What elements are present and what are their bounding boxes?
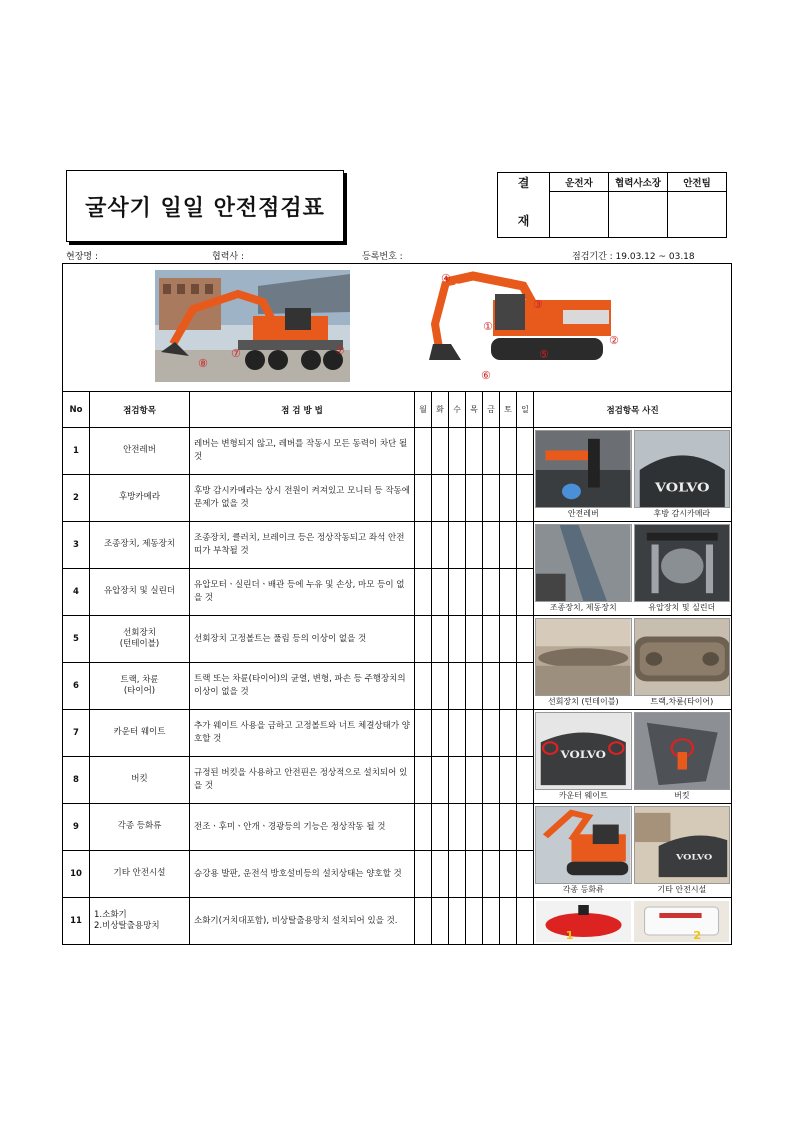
header-mon: 월	[415, 392, 432, 428]
check-sun[interactable]	[517, 757, 534, 804]
row-no: 8	[63, 757, 90, 804]
check-wed[interactable]	[449, 804, 466, 851]
row-no: 11	[63, 898, 90, 945]
marker-3: ③	[533, 298, 543, 311]
check-sat[interactable]	[500, 851, 517, 898]
marker-8: ⑧	[198, 357, 208, 370]
check-sat[interactable]	[500, 757, 517, 804]
registration-label: 등록번호 :	[362, 252, 403, 262]
table-row	[63, 616, 732, 663]
photo-caption: 카운터 웨이트	[558, 790, 608, 800]
check-fri[interactable]	[483, 663, 500, 710]
row-method: 전조ㆍ후미ㆍ안개ㆍ경광등의 기능은 정상작동 될 것	[190, 804, 415, 851]
check-fri[interactable]	[483, 804, 500, 851]
table-row	[63, 710, 732, 757]
marker-4: ④	[441, 272, 451, 285]
check-mon[interactable]	[415, 710, 432, 757]
check-sun[interactable]	[517, 804, 534, 851]
marker-7a: ⑦	[231, 347, 241, 360]
table-row	[63, 428, 732, 475]
header-wed: 수	[449, 392, 466, 428]
header-sun: 일	[517, 392, 534, 428]
check-tue[interactable]	[432, 851, 449, 898]
check-mon[interactable]	[415, 569, 432, 616]
check-fri[interactable]	[483, 428, 500, 475]
row-method: 레버는 변형되지 않고, 레버를 작동시 모든 동력이 차단 될 것	[190, 428, 415, 475]
row-item: 선회장치 (턴테이블)	[90, 616, 190, 663]
hydraulic-photo	[634, 524, 731, 602]
header-sat: 토	[500, 392, 517, 428]
lights-photo	[535, 806, 632, 884]
table-row	[63, 804, 732, 851]
role-manager: 협력사소장	[609, 173, 668, 192]
check-mon[interactable]	[415, 804, 432, 851]
check-tue[interactable]	[432, 898, 449, 945]
row-method: 트랙 또는 차륜(타이어)의 균열, 변형, 파손 등 주행장치의 이상이 없을 것	[190, 663, 415, 710]
check-fri[interactable]	[483, 569, 500, 616]
rear-camera-photo	[634, 430, 731, 508]
check-wed[interactable]	[449, 710, 466, 757]
row-no: 5	[63, 616, 90, 663]
row-item: 각종 등화류	[90, 804, 190, 851]
check-wed[interactable]	[449, 757, 466, 804]
photo-caption: 기타 안전시설	[657, 884, 707, 894]
photo-cell-4	[534, 710, 732, 804]
photo-caption: 버킷	[674, 790, 690, 800]
crawler-excavator-photo	[429, 272, 619, 382]
check-sat[interactable]	[500, 710, 517, 757]
check-fri[interactable]	[483, 616, 500, 663]
check-fri[interactable]	[483, 522, 500, 569]
header-no: No	[63, 392, 90, 428]
safety-lever-photo	[535, 430, 632, 508]
photo-caption: 조종장치, 제동장치	[549, 602, 617, 612]
row-no: 9	[63, 804, 90, 851]
row-item: 버킷	[90, 757, 190, 804]
marker-2: ②	[609, 334, 619, 347]
check-sun[interactable]	[517, 475, 534, 522]
header-fri: 금	[483, 392, 500, 428]
approval-label-bottom: 재	[498, 192, 550, 238]
check-sat[interactable]	[500, 475, 517, 522]
photo-caption: 트랙,차륜(타이어)	[650, 696, 714, 706]
row-method: 후방 감시카메라는 상시 전원이 켜져있고 모니터 등 작동에 문제가 없을 것	[190, 475, 415, 522]
period-label: 점검기간 : 19.03.12 ~ 03.18	[572, 252, 695, 262]
row-no: 1	[63, 428, 90, 475]
check-thu[interactable]	[466, 804, 483, 851]
photo-caption: 유압장치 및 실린더	[648, 602, 716, 612]
check-mon[interactable]	[415, 898, 432, 945]
check-wed[interactable]	[449, 663, 466, 710]
check-tue[interactable]	[432, 616, 449, 663]
row-method: 선회장치 고정볼트는 풀림 등의 이상이 없을 것	[190, 616, 415, 663]
control-brake-photo	[535, 524, 632, 602]
row-item: 조종장치, 제동장치	[90, 522, 190, 569]
row-item: 안전레버	[90, 428, 190, 475]
role-driver: 운전자	[550, 173, 609, 192]
check-wed[interactable]	[449, 616, 466, 663]
photo-caption: 선회장치 (턴테이블)	[547, 696, 619, 706]
check-mon[interactable]	[415, 522, 432, 569]
hero-image-row	[63, 264, 732, 392]
label-1: 1	[565, 928, 574, 942]
row-item: 후방카메라	[90, 475, 190, 522]
check-tue[interactable]	[432, 428, 449, 475]
check-sat[interactable]	[500, 898, 517, 945]
check-sat[interactable]	[500, 616, 517, 663]
approval-table	[497, 172, 727, 238]
safety-facility-photo	[634, 806, 731, 884]
row-no: 2	[63, 475, 90, 522]
inspection-table	[62, 263, 732, 945]
marker-1: ①	[483, 320, 493, 333]
header-photo: 점검항목 사진	[534, 392, 732, 428]
check-mon[interactable]	[415, 428, 432, 475]
sign-manager[interactable]	[609, 192, 668, 238]
check-wed[interactable]	[449, 569, 466, 616]
bucket-photo	[634, 712, 731, 790]
table-row	[63, 898, 732, 945]
hero-excavators-image	[63, 264, 729, 388]
check-mon[interactable]	[415, 616, 432, 663]
row-no: 4	[63, 569, 90, 616]
marker-5: ⑤	[539, 348, 549, 361]
row-no: 10	[63, 851, 90, 898]
svg-text:VOLVO: VOLVO	[654, 481, 710, 495]
check-sat[interactable]	[500, 522, 517, 569]
table-header-row	[63, 392, 732, 428]
fire-extinguisher-photo	[536, 901, 631, 942]
svg-text:VOLVO: VOLVO	[560, 748, 606, 761]
check-thu[interactable]	[466, 569, 483, 616]
check-wed[interactable]	[449, 475, 466, 522]
track-photo	[634, 618, 731, 696]
check-sun[interactable]	[517, 663, 534, 710]
check-thu[interactable]	[466, 522, 483, 569]
row-item: 트랙, 차륜 (타이어)	[90, 663, 190, 710]
photo-cell-3	[534, 616, 732, 710]
row-method: 소화기(거치대포함), 비상탈출용망치 설치되어 있을 것.	[190, 898, 415, 945]
row-no: 3	[63, 522, 90, 569]
photo-caption: 각종 등화류	[562, 884, 604, 894]
check-tue[interactable]	[432, 757, 449, 804]
check-mon[interactable]	[415, 757, 432, 804]
svg-text:VOLVO: VOLVO	[675, 852, 712, 862]
check-wed[interactable]	[449, 898, 466, 945]
marker-6: ⑥	[481, 369, 491, 382]
row-method: 조종장치, 클러치, 브레이크 등은 정상작동되고 좌석 안전띠가 부착될 것	[190, 522, 415, 569]
row-method: 규정된 버킷을 사용하고 안전핀은 정상적으로 설치되어 있을 것	[190, 757, 415, 804]
approval-label-top: 결	[498, 173, 550, 192]
check-sun[interactable]	[517, 522, 534, 569]
wheeled-excavator-photo	[155, 270, 350, 382]
check-thu[interactable]	[466, 663, 483, 710]
check-fri[interactable]	[483, 851, 500, 898]
check-fri[interactable]	[483, 475, 500, 522]
check-sun[interactable]	[517, 616, 534, 663]
check-tue[interactable]	[432, 569, 449, 616]
row-no: 6	[63, 663, 90, 710]
row-item: 카운터 웨이트	[90, 710, 190, 757]
row-method: 추가 웨이트 사용을 금하고 고정볼트와 너트 체결상태가 양호할 것	[190, 710, 415, 757]
check-sun[interactable]	[517, 569, 534, 616]
check-fri[interactable]	[483, 757, 500, 804]
role-safety: 안전팀	[668, 173, 727, 192]
turntable-photo	[535, 618, 632, 696]
sign-driver[interactable]	[550, 192, 609, 238]
check-sun[interactable]	[517, 898, 534, 945]
sign-safety[interactable]	[668, 192, 727, 238]
check-tue[interactable]	[432, 663, 449, 710]
header-tue: 화	[432, 392, 449, 428]
check-sat[interactable]	[500, 663, 517, 710]
check-mon[interactable]	[415, 851, 432, 898]
label-2: 2	[693, 928, 702, 942]
counterweight-photo	[535, 712, 632, 790]
check-thu[interactable]	[466, 428, 483, 475]
table-row	[63, 522, 732, 569]
check-thu[interactable]	[466, 710, 483, 757]
check-thu[interactable]	[466, 757, 483, 804]
check-sun[interactable]	[517, 851, 534, 898]
check-wed[interactable]	[449, 851, 466, 898]
check-fri[interactable]	[483, 898, 500, 945]
check-thu[interactable]	[466, 475, 483, 522]
check-sat[interactable]	[500, 428, 517, 475]
check-thu[interactable]	[466, 898, 483, 945]
contractor-label: 협력사 :	[212, 252, 244, 262]
header-item: 점검항목	[90, 392, 190, 428]
check-sat[interactable]	[500, 569, 517, 616]
row-item: 1.소화기 2.비상탈출용망치	[90, 898, 190, 945]
photo-cell-1	[534, 428, 732, 522]
check-tue[interactable]	[432, 475, 449, 522]
check-sat[interactable]	[500, 804, 517, 851]
check-thu[interactable]	[466, 851, 483, 898]
page-title: 굴삭기 일일 안전점검표	[85, 195, 325, 221]
marker-7: ⑦	[335, 344, 345, 357]
check-tue[interactable]	[432, 804, 449, 851]
check-tue[interactable]	[432, 710, 449, 757]
check-wed[interactable]	[449, 428, 466, 475]
check-thu[interactable]	[466, 616, 483, 663]
brand-label: DOOSAN	[455, 283, 485, 290]
row-method: 승강용 발판, 운전석 방호설비등의 설치상태는 양호할 것	[190, 851, 415, 898]
photo-cell-6	[534, 898, 732, 945]
row-no: 7	[63, 710, 90, 757]
escape-hammer-photo	[634, 901, 729, 942]
photo-cell-2	[534, 522, 732, 616]
check-sun[interactable]	[517, 428, 534, 475]
photo-caption: 후방 감시카메라	[653, 508, 711, 518]
site-label: 현장명 :	[66, 252, 98, 262]
check-tue[interactable]	[432, 522, 449, 569]
photo-cell-5	[534, 804, 732, 898]
check-sun[interactable]	[517, 710, 534, 757]
row-item: 유압장치 및 실린더	[90, 569, 190, 616]
check-mon[interactable]	[415, 663, 432, 710]
check-wed[interactable]	[449, 522, 466, 569]
row-method: 유압모터ㆍ실린더ㆍ배관 등에 누유 및 손상, 마모 등이 없을 것	[190, 569, 415, 616]
photo-caption: 안전레버	[567, 508, 599, 518]
header-method: 점 검 방 법	[190, 392, 415, 428]
check-mon[interactable]	[415, 475, 432, 522]
title-box	[66, 170, 344, 242]
header-thu: 목	[466, 392, 483, 428]
check-fri[interactable]	[483, 710, 500, 757]
row-item: 기타 안전시설	[90, 851, 190, 898]
